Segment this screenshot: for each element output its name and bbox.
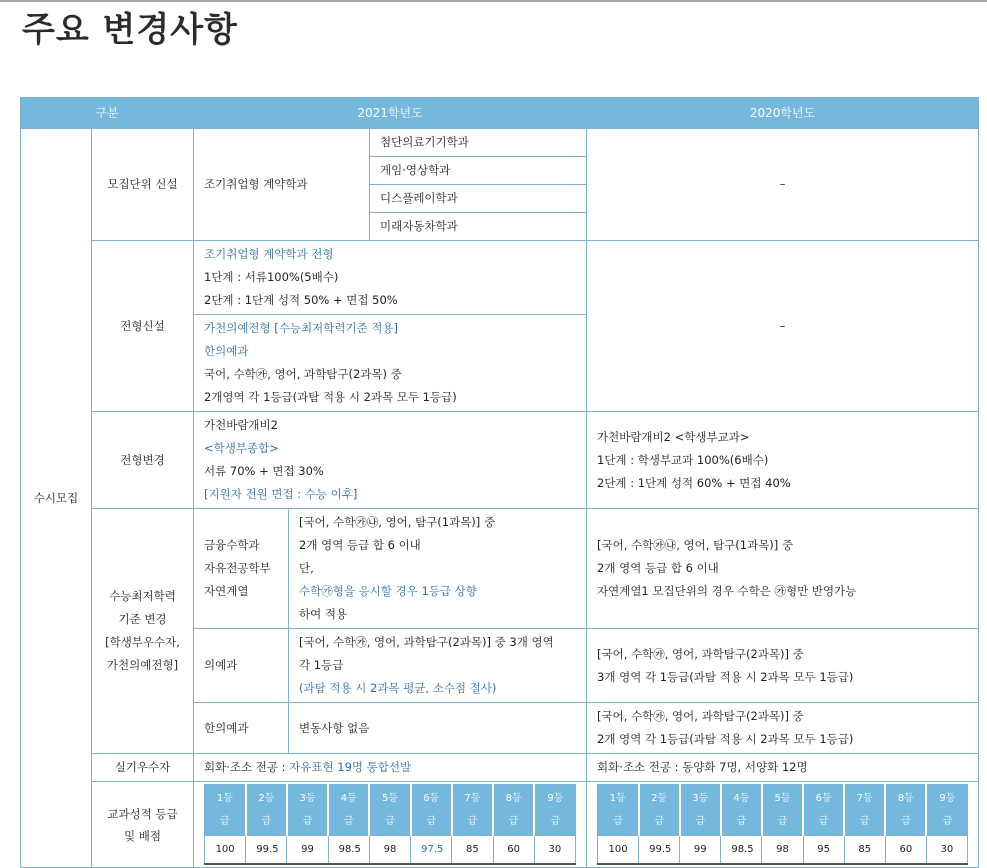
header-category: 구분 — [21, 98, 194, 129]
contract-dept-cell: 조기취업형 계약학과 — [194, 129, 370, 240]
row-label-csat: 수능최저학력 기준 변경 [학생부우수자, 가천의예전형] — [92, 509, 194, 754]
row-label-grades: 교과성적 등급 및 배점 — [92, 782, 194, 868]
new-dept-1: 첨단의료기기학과 — [370, 129, 587, 157]
csat-a-current: [국어, 수학㉮㉯, 영어, 탐구(1과목)] 중 2개 영역 등급 합 6 이내 단, 수학㉮형을 응시할 경우 1등급 상향 하여 적용 — [289, 509, 587, 629]
new-dept-2: 게임·영상학과 — [370, 157, 587, 185]
table-row — [21, 782, 979, 868]
row-label-new-unit: 모집단위 신설 — [92, 129, 194, 241]
new-track-block-2: 가천의예전형 [수능최저학력기준 적용] 한의예과 국어, 수학㉮, 영어, 과학탐구(2과목) 중 2개영역 각 1등급(과탐 적용 시 2과목 모두 1등급) — [194, 315, 587, 412]
page-title: 주요 변경사항 — [22, 10, 238, 50]
new-dept-3: 디스플레이학과 — [370, 185, 587, 213]
csat-b-previous: [국어, 수학㉮, 영어, 과학탐구(2과목)] 중 3개 영역 각 1등급(과탐 적용 시 2과목 모두 1등급) — [587, 629, 979, 703]
track-change-previous: 가천바람개비2 <학생부교과> 1단계 : 학생부교과 100%(6배수) 2단계 : 1단계 성적 60% + 면접 40% — [587, 412, 979, 509]
prev-new-track: – — [587, 241, 979, 412]
csat-b-current: [국어, 수학㉮, 영어, 과학탐구(2과목)] 중 3개 영역 각 1등급 (과탐 적용 시 2과목 평균, 소수점 절사) — [289, 629, 587, 703]
grade-value-row: 100 99.5 99 98.5 98 97.5 85 60 30 — [205, 836, 576, 865]
grade-header-row: 1등급 2등급 3등급 4등급 5등급 6등급 7등급 8등급 9등급 — [598, 785, 968, 836]
csat-a-depts: 금융수학과 자유전공학부 자연계열 — [194, 509, 289, 629]
header-2021: 2021학년도 — [194, 98, 587, 129]
grade-table-2020 — [597, 784, 968, 865]
grade-table-2021 — [204, 784, 576, 865]
row-label-new-track: 전형신설 — [92, 241, 194, 412]
changes-table — [20, 97, 979, 868]
new-dept-4: 미래자동차학과 — [380, 219, 458, 233]
practical-current: 회화·조소 전공 : 자유표현 19명 통합선발 — [194, 754, 587, 782]
row-label-track-change: 전형변경 — [92, 412, 194, 509]
csat-b-dept: 의예과 — [194, 629, 289, 703]
table-row — [21, 129, 979, 241]
csat-c-dept: 한의예과 — [194, 703, 289, 754]
new-track-block-1: 조기취업형 계약학과 전형 1단계 : 서류100%(5배수) 2단계 : 1단계 성적 50% + 면접 50% — [194, 241, 587, 315]
track-change-current: 가천바람개비2 <학생부종합> 서류 70% + 면접 30% [지원자 전원 면접 : 수능 이후] — [194, 412, 587, 509]
csat-c-previous: [국어, 수학㉮, 영어, 과학탐구(2과목)] 중 2개 영역 각 1등급(과탐 적용 시 2과목 모두 1등급) — [587, 703, 979, 754]
table-row — [21, 412, 979, 509]
practical-previous: 회화·조소 전공 : 동양화 7명, 서양화 12명 — [587, 754, 979, 782]
csat-c-current: 변동사항 없음 — [289, 703, 587, 754]
category-cell: 수시모집 — [21, 129, 92, 868]
prev-new-unit: – — [587, 129, 979, 241]
table-header-row — [21, 98, 979, 129]
csat-a-previous: [국어, 수학㉮㉯, 영어, 탐구(1과목)] 중 2개 영역 등급 합 6 이내 자연계열1 모집단위의 경우 수학은 ㉮형만 반영가능 — [587, 509, 979, 629]
header-2020: 2020학년도 — [587, 98, 979, 129]
grade-header-row: 1등급 2등급 3등급 4등급 5등급 6등급 7등급 8등급 9등급 — [205, 785, 576, 836]
grade-value-row: 100 99.5 99 98.5 98 95 85 60 30 — [598, 836, 968, 865]
table-row — [21, 509, 979, 629]
table-row — [21, 241, 979, 315]
table-row — [21, 754, 979, 782]
row-label-practical: 실기우수자 — [92, 754, 194, 782]
